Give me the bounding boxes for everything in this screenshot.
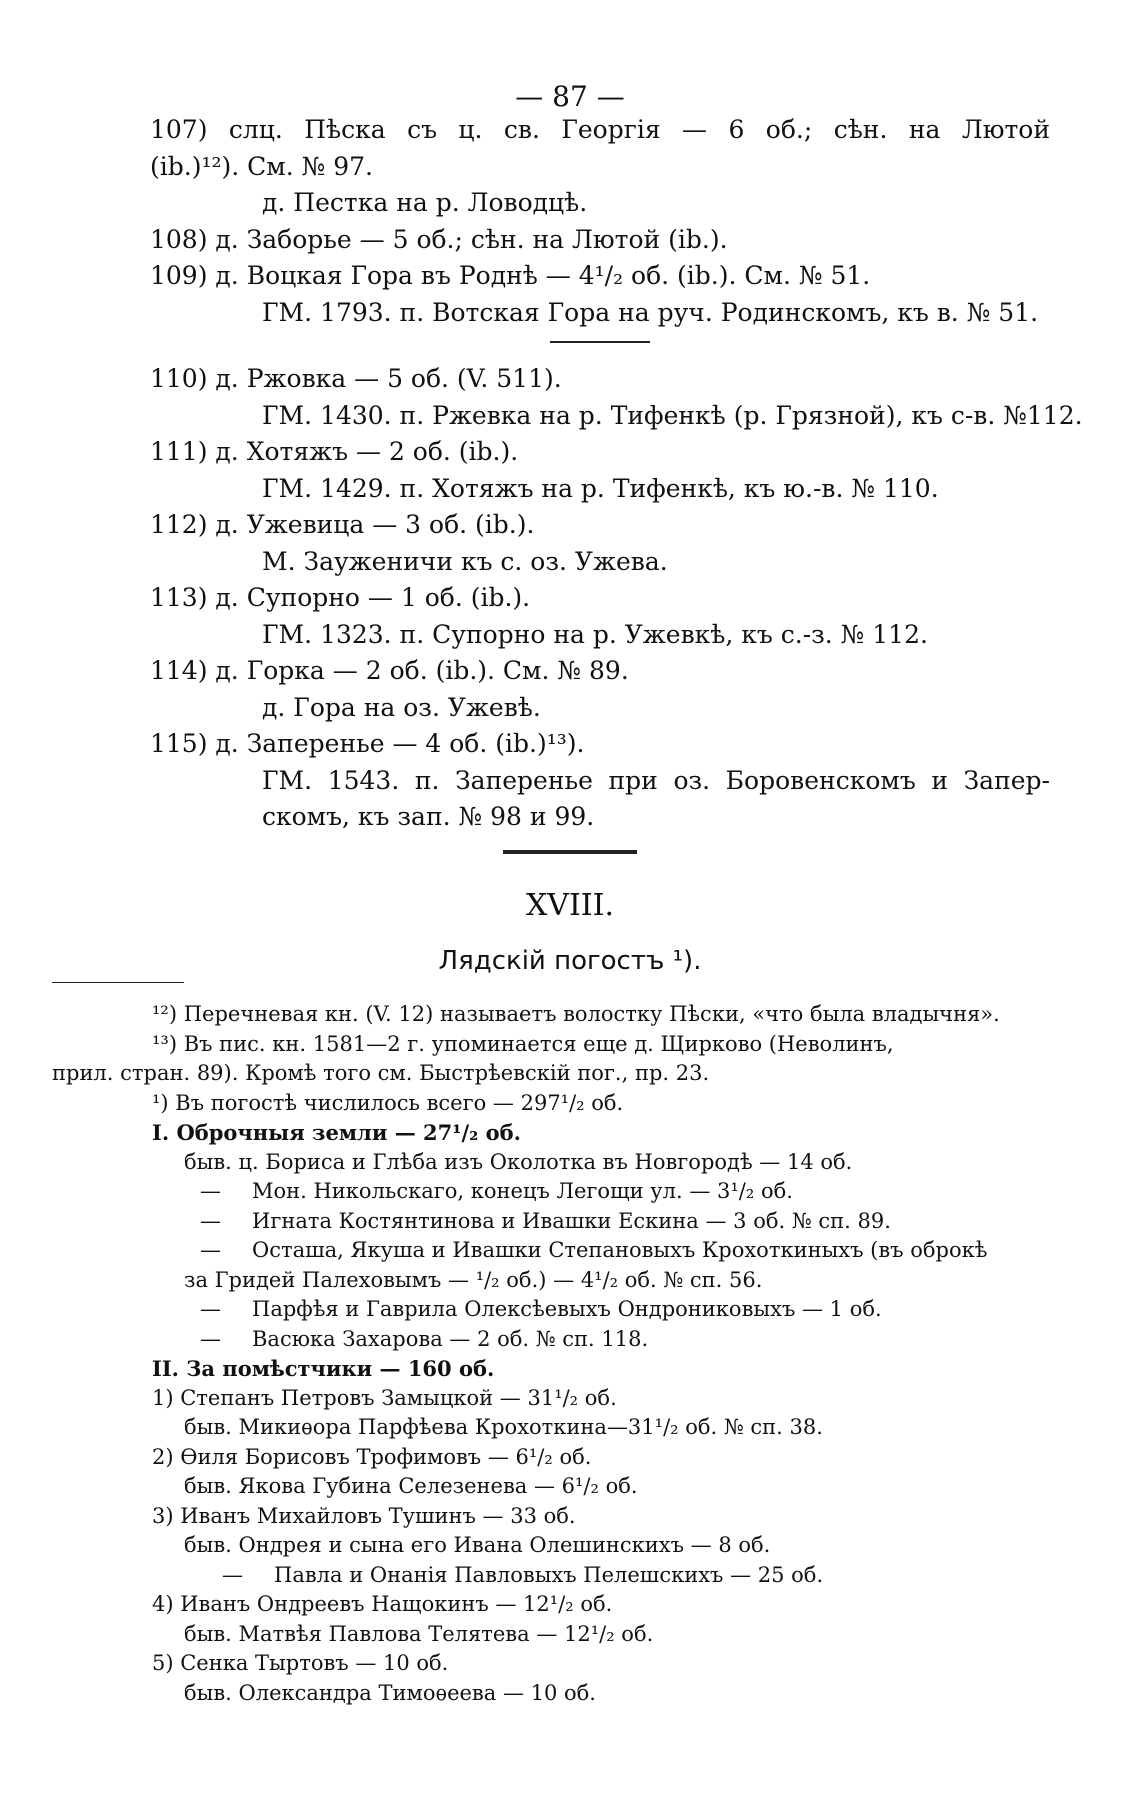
- footnote-pomest-2-line-2: быв. Якова Губина Селезенева — 6¹/₂ об.: [184, 1474, 638, 1498]
- dash-mark: —: [200, 1326, 221, 1351]
- entry-115-line-2: ГМ. 1543. п. Заперенье при оз. Боровенскомъ и Запер-: [262, 765, 1050, 795]
- footnotes: [52, 1000, 1052, 1708]
- section-rule: [503, 850, 637, 854]
- entry-109-line-2: ГМ. 1793. п. Вотская Гора на руч. Родинскомъ, къ в. № 51.: [262, 297, 1039, 327]
- footnote-heading-2: II. За помѣстчики — 160 об.: [152, 1356, 495, 1381]
- dash-mark: —: [200, 1208, 221, 1233]
- entry-113-line-1: 113) д. Супорно — 1 об. (ib.).: [150, 583, 531, 612]
- footnote-obrok-6: [52, 1325, 1052, 1355]
- entry-115-line-1: 115) д. Заперенье — 4 об. (ib.)¹³).: [150, 729, 585, 758]
- entry-107-line-2: (ib.)¹²). См. № 97.: [150, 151, 373, 181]
- entry-114-line-2: д. Гора на оз. Ужевѣ.: [262, 692, 541, 722]
- section-rule-wrap: [0, 850, 1140, 854]
- entry-111-line-1: 111) д. Хотяжъ — 2 об. (ib.).: [150, 437, 519, 466]
- entry-110-line-1: 110) д. Ржовка — 5 об. (V. 511).: [150, 364, 562, 393]
- section-title: Лядскій погостъ ¹).: [438, 946, 702, 976]
- footnote-pomest-5-line-2: быв. Олександра Тимоѳеева — 10 об.: [184, 1680, 596, 1705]
- footnote-pomest-1-line-1: 1) Степанъ Петровъ Замыцкой — 31¹/₂ об.: [152, 1385, 617, 1410]
- footnote-13-line-2: прил. стран. 89). Кромѣ того см. Быстрѣевскій пог., пр. 23.: [52, 1061, 710, 1085]
- entry-109-line-1: 109) д. Воцкая Гора въ Роднѣ — 4¹/₂ об. (ib.). См. № 51.: [150, 261, 871, 290]
- entry-113-line-2: ГМ. 1323. п. Супорно на р. Ужевкѣ, къ с.-з. № 112.: [262, 619, 928, 649]
- entry-115-line-3: скомъ, къ зап. № 98 и 99.: [262, 802, 595, 831]
- page-number: — 87 —: [515, 80, 625, 113]
- footnote-obrok-4-text: Осташа, Якуша и Ивашки Степановыхъ Крохоткиныхъ (въ оброкѣ: [252, 1238, 988, 1262]
- footnote-obrok-6-text: Васюка Захарова — 2 об. № сп. 118.: [252, 1326, 649, 1351]
- footnote-1: ¹) Въ погостѣ числилось всего — 297¹/₂ об.: [152, 1090, 624, 1115]
- entry-112-line-2: М. Зауженичи къ с. оз. Ужева.: [262, 546, 668, 576]
- footnote-12: ¹²) Перечневая кн. (V. 12) называетъ волостку Пѣски, «что была владычня».: [152, 1002, 1000, 1026]
- footnote-pomest-3-line-3: [52, 1561, 1052, 1591]
- footnote-pomest-3-line-3-text: Павла и Онанія Павловыхъ Пелешскихъ — 25 об.: [274, 1562, 824, 1587]
- footnote-heading-1: I. Оброчныя земли — 27¹/₂ об.: [152, 1120, 521, 1145]
- footnote-pomest-3-line-1: 3) Иванъ Михайловъ Тушинъ — 33 об.: [152, 1503, 576, 1528]
- dash-mark: —: [200, 1238, 221, 1262]
- footnote-rule: [52, 982, 184, 983]
- footnote-obrok-5: [52, 1295, 1052, 1325]
- footnote-pomest-4-line-2: быв. Матвѣя Павлова Телятева — 12¹/₂ об.: [184, 1621, 654, 1646]
- footnote-obrok-2: [52, 1177, 1052, 1207]
- entry-107-line-3: д. Пестка на р. Ловодцѣ.: [262, 188, 588, 217]
- footnote-pomest-5-line-1: 5) Сенка Тыртовъ — 10 об.: [152, 1651, 449, 1675]
- footnote-pomest-3-line-2: быв. Ондрея и сына его Ивана Олешинскихъ — 8 об.: [184, 1533, 771, 1557]
- separator-rule: [550, 341, 650, 343]
- entry-111-line-2: ГМ. 1429. п. Хотяжъ на р. Тифенкѣ, къ ю.-в. № 110.: [262, 473, 939, 503]
- entry-114-line-1: 114) д. Горка — 2 об. (ib.). См. № 89.: [150, 656, 629, 685]
- entry-112-line-1: 112) д. Ужевица — 3 об. (ib.).: [150, 510, 535, 539]
- entries-block-1: [150, 112, 1083, 836]
- dash-mark: —: [200, 1179, 221, 1203]
- footnote-pomest-2-line-1: 2) Ѳиля Борисовъ Трофимовъ — 6¹/₂ об.: [152, 1444, 592, 1469]
- footnote-pomest-4-line-1: 4) Иванъ Ондреевъ Нащокинъ — 12¹/₂ об.: [152, 1592, 613, 1616]
- entry-108: 108) д. Заборье — 5 об.; сѣн. на Лютой (ib.).: [150, 224, 728, 254]
- footnote-obrok-4-line-1: [52, 1236, 1052, 1266]
- footnote-obrok-4-line-2: за Гридей Палеховымъ — ¹/₂ об.) — 4¹/₂ об. № сп. 56.: [184, 1267, 763, 1292]
- footnote-13-line-1: ¹³) Въ пис. кн. 1581—2 г. упоминается еще д. Щирково (Неволинъ,: [152, 1031, 894, 1056]
- footnote-obrok-2-text: Мон. Никольскаго, конецъ Легощи ул. — 3¹/₂ об.: [252, 1179, 793, 1203]
- footnote-obrok-1: быв. ц. Бориса и Глѣба изъ Околотка въ Новгородѣ — 14 об.: [184, 1149, 853, 1174]
- footnote-pomest-1-line-2: быв. Микиѳора Парфѣева Крохоткина—31¹/₂ об. № сп. 38.: [184, 1415, 823, 1439]
- footnote-obrok-3: [52, 1207, 1052, 1237]
- dash-mark: —: [200, 1297, 221, 1321]
- section-number: XVIII.: [525, 888, 615, 923]
- entry-110-line-2: ГМ. 1430. п. Ржевка на р. Тифенкѣ (р. Грязной), къ с-в. №112.: [262, 400, 1083, 430]
- footnote-obrok-3-text: Игната Костянтинова и Ивашки Ескина — 3 об. № сп. 89.: [252, 1208, 891, 1233]
- footnote-obrok-5-text: Парфѣя и Гаврила Олексѣевыхъ Ондрониковыхъ — 1 об.: [252, 1297, 882, 1321]
- dash-mark: —: [222, 1562, 243, 1587]
- entry-107-line-1: 107) слц. Пѣска съ ц. св. Георгія — 6 об.; сѣн. на Лютой: [150, 115, 1050, 144]
